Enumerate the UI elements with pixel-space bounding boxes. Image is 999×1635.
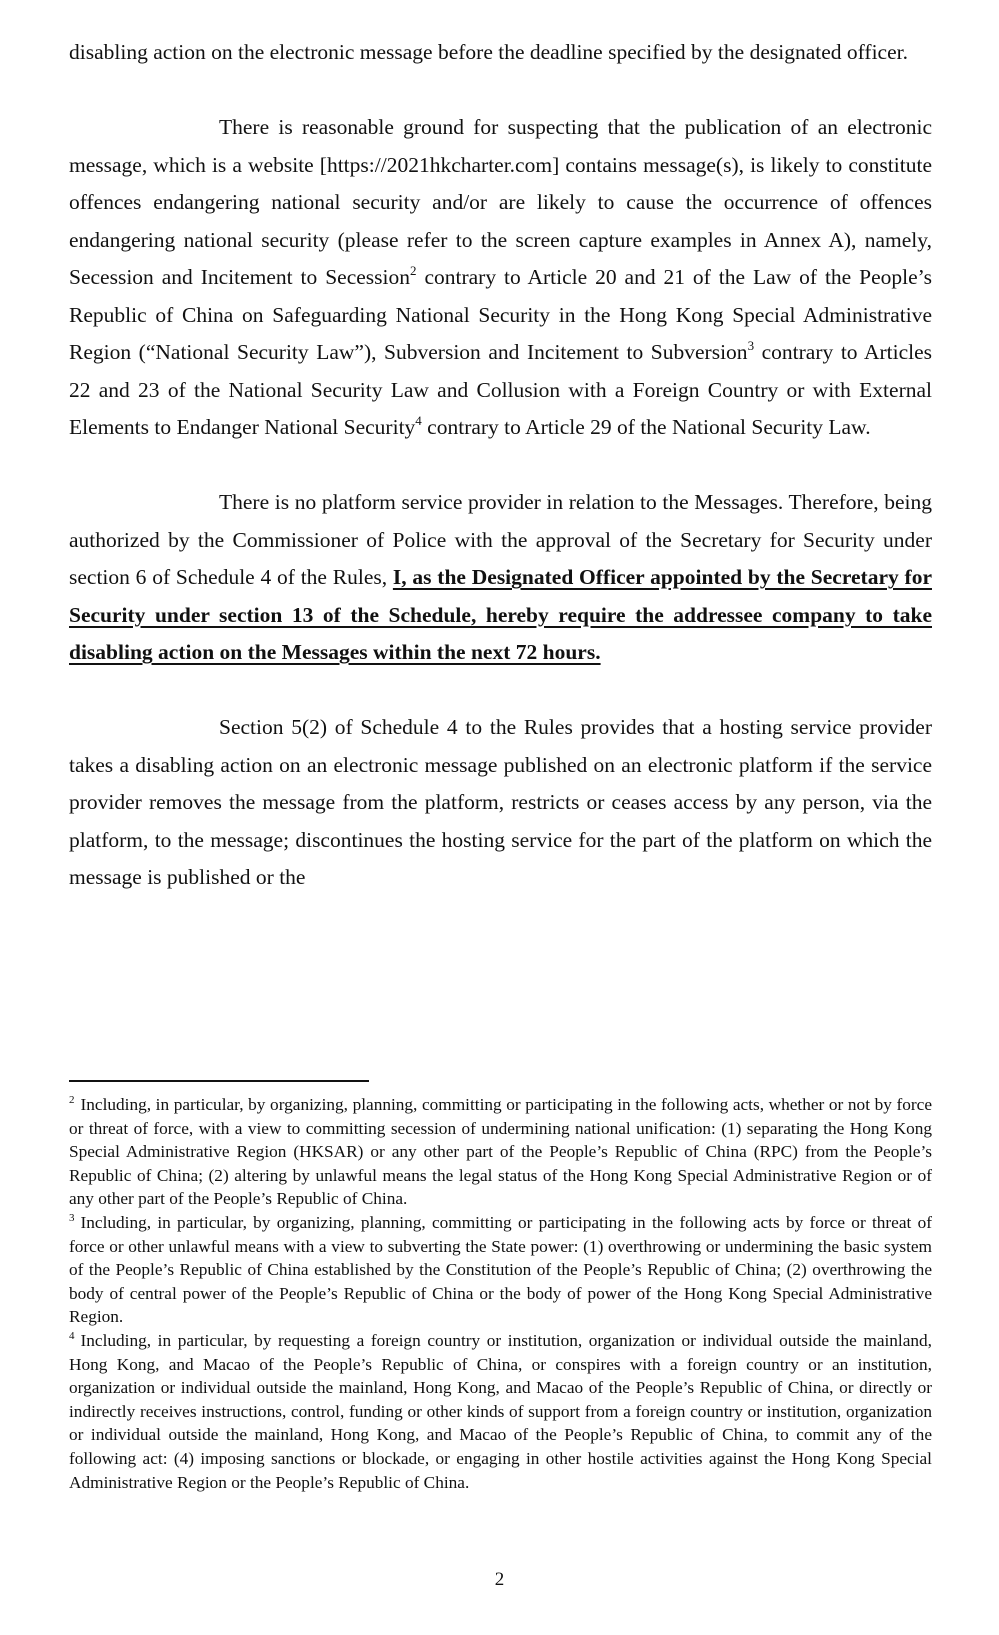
document-body bbox=[69, 34, 932, 934]
footnote-marker: 4 bbox=[69, 1329, 75, 1342]
footnote-text: Including, in particular, by requesting a foreign country or institution, organization or individual outside the mainland, Hong Kong, and Macao of the People’s Republic of China, or conspires with a foreign country or an institution, organization or individual outside the mainland, Hong Kong, and Macao of the People’s Republic of China, or directly or indirectly receives instructions, control, funding or other kinds of support from a foreign country or institution, organization or individual outside the mainland, Hong Kong, and Macao of the People’s Republic of China, to commit any of the following act: (4) imposing sanctions or blockade, or engaging in other hostile activities against the Hong Kong Special Administrative Region or the People’s Republic of China. bbox=[69, 1330, 932, 1492]
paragraph-continuation: disabling action on the electronic message before the deadline specified by the designated officer. bbox=[69, 40, 908, 64]
footnotes bbox=[69, 1093, 932, 1494]
footnote-ref-3: 3 bbox=[747, 338, 755, 353]
footnote-marker: 3 bbox=[69, 1211, 75, 1224]
page-number: 2 bbox=[494, 1569, 505, 1590]
footnote-separator bbox=[69, 1080, 369, 1082]
footnote-4 bbox=[69, 1329, 932, 1494]
footnote-text: Including, in particular, by organizing, planning, committing or participating in the following acts, whether or not by force or threat of force, with a view to committing secession of undermining national unification: (1) separating the Hong Kong Special Administrative Region (HKSAR) or any other part of the People’s Republic of China (RPC) from the People’s Republic of China; (2) altering by unlawful means the legal status of the Hong Kong Special Administrative Region or of any other part of the People’s Republic of China. bbox=[69, 1095, 932, 1209]
footnote-ref-4: 4 bbox=[415, 413, 422, 428]
footnote-text: Including, in particular, by organizing, planning, committing or participating in the following acts by force or threat of force or other unlawful means with a view to subverting the State power: (1) overthrowing or undermining the basic system of the People’s Republic of China established by the Constitution of the People’s Republic of China; (2) overthrowing the body of central power of the People’s Republic of China or the body of power of the Hong Kong Special Administrative Region. bbox=[69, 1212, 932, 1327]
paragraph-no-platform bbox=[69, 484, 932, 672]
footnote-ref-2: 2 bbox=[410, 263, 417, 278]
footnote-2 bbox=[69, 1093, 932, 1211]
text-segment: contrary to Article 29 of the National Security Law. bbox=[421, 415, 871, 439]
text-segment: There is reasonable ground for suspecting that the publication of an electronic message, which is a website [https://2021hkcharter.com] contains message(s), is likely to constitute offences endangering national security and/or are likely to cause the occurrence of offences endangering national security (please refer to the screen capture examples in Annex A), namely, Secession and Incitement to Secession bbox=[69, 115, 932, 289]
paragraph-reasonable-ground bbox=[69, 109, 932, 447]
text-segment: There is no platform service provider in relation to the Messages. Therefore, being authorized by the Commissioner of Police with the approval of the Secretary for Security under section 6 of Schedule 4 of the Rules, bbox=[69, 490, 932, 589]
footnote-marker: 2 bbox=[69, 1094, 75, 1106]
text-segment: contrary to Articles 22 and 23 of the National Security Law and Collusion with a Foreign Country or with External Elements to Endanger National Security bbox=[69, 340, 933, 439]
footnote-3 bbox=[69, 1211, 932, 1329]
paragraph-section-5-2 bbox=[69, 709, 932, 897]
text-segment: Section 5(2) of Schedule 4 to the Rules provides that a hosting service provider takes a disabling action on an electronic message published on an electronic platform if the service provider removes the message from the platform, restricts or ceases access by any person, via the platform, to the message; discontinues the hosting service for the part of the platform on which the message is published or the bbox=[69, 715, 932, 889]
text-segment: contrary to Article 20 and 21 of the Law of the People’s Republic of China on Safeguarding National Security in the Hong Kong Special Administrative Region (“National Security Law”), Subversion and Incitement to Subversion bbox=[69, 265, 932, 364]
designated-officer-requirement: I, as the Designated Officer appointed by the Secretary for Security under section 13 of the Schedule, hereby require the addressee company to take disabling action on the Messages within the next 72 hours. bbox=[69, 565, 932, 664]
